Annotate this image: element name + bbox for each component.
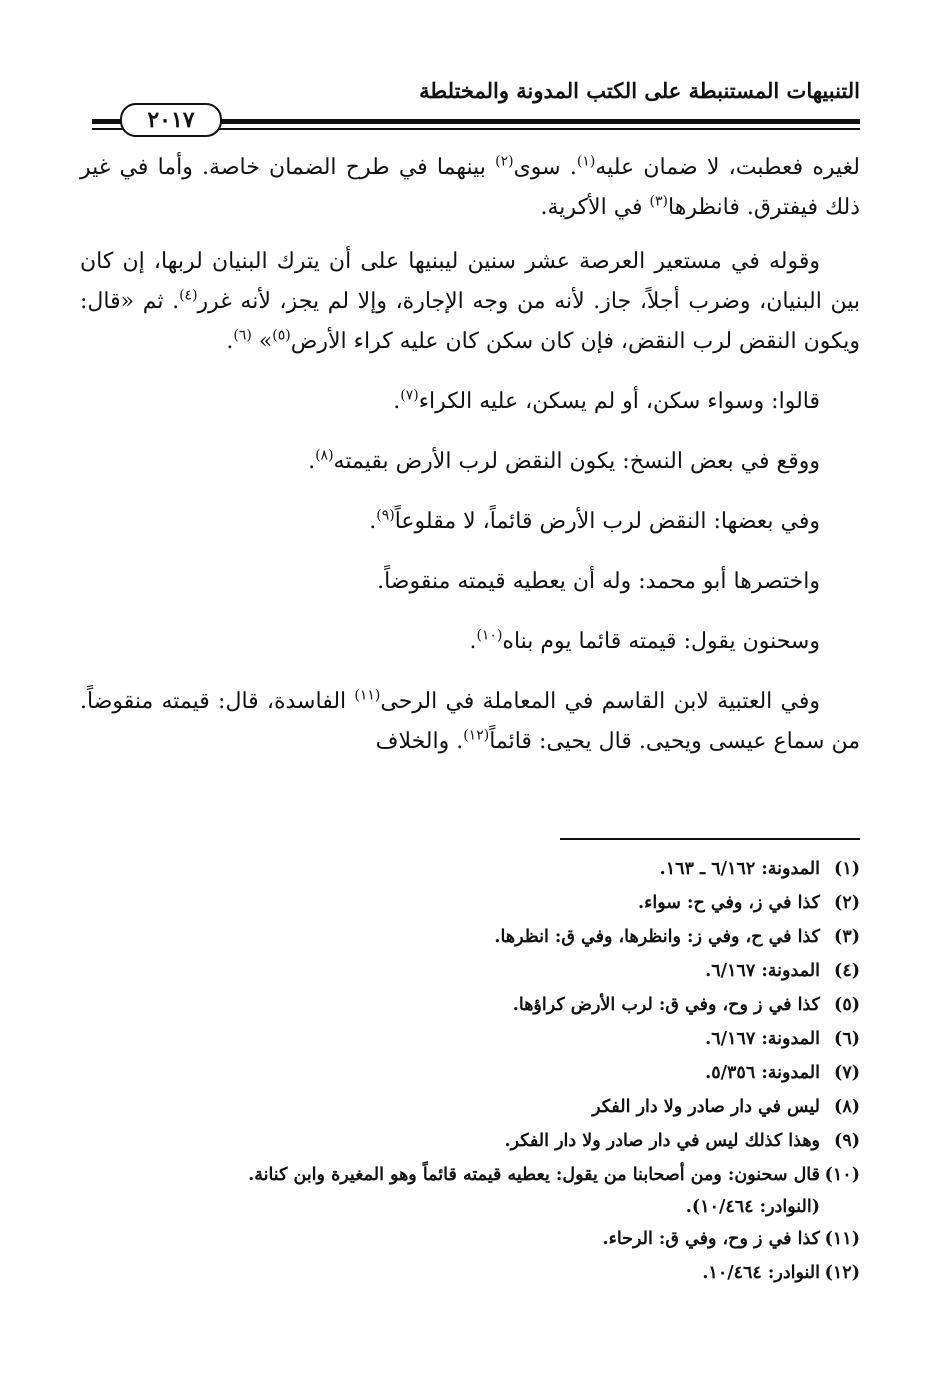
footnote [80, 1256, 860, 1290]
footnote-text: وهذا كذلك ليس في دار صادر ولا دار الفكر. [504, 1131, 820, 1151]
footnote [80, 1222, 860, 1256]
page-number: ٢٠١٧ [120, 103, 222, 137]
footnote-number: (١٢) [824, 1263, 860, 1283]
footnotes [80, 852, 860, 1290]
paragraph-8 [80, 682, 860, 762]
footnote-text-continuation: (النوادر: ١٠/٤٦٤). [685, 1197, 820, 1217]
footnote [80, 920, 860, 954]
paragraph-1 [80, 148, 860, 228]
footnote-ref-11: (١١) [354, 687, 381, 704]
footnote [80, 1124, 860, 1158]
footnote-ref-2: (٢) [495, 153, 514, 170]
footnote-text: النوادر: ١٠/٤٦٤. [702, 1263, 820, 1283]
footnote-ref-7: (٧) [400, 387, 419, 404]
paragraph-3 [80, 382, 860, 422]
text-span: . [469, 629, 477, 654]
footnote-separator [560, 838, 860, 840]
paragraph-6 [80, 562, 860, 602]
text-span: لغيره فعطبت، لا ضمان عليه [595, 155, 860, 180]
footnote-text: المدونة: ٦/١٦٧. [705, 1029, 820, 1049]
text-span: في الأكرية. [540, 195, 650, 220]
footnote [80, 852, 860, 886]
text-span: وقوله في مستعير العرصة عشر سنين ليبنيها على أن يترك البنيان لربها، إن كان بين البنيان، وضرب أجلاً، جاز. لأنه من وجه الإجارة، وإلا لم يجز، لأنه غرر [80, 249, 860, 314]
text-span: . سوى [513, 155, 577, 180]
text-span: قالوا: وسواء سكن، أو لم يسكن، عليه الكراء [418, 389, 820, 414]
footnote-ref-3: (٣) [649, 193, 669, 210]
footnote-text: كذا في ز وح، وفي ق: الرحاء. [602, 1229, 820, 1249]
text-span: الفاسدة، قال: قيمته منقوضاً. من سماع عيسى ويحيى. قال يحيى: قائماً [80, 689, 860, 754]
text-span: . ثم «قال: ويكون النقض لرب النقض، فإن كان سكن كان عليه كراء الأرض [80, 289, 860, 354]
footnote-number: (٦) [834, 1029, 860, 1049]
text-span: وسحنون يقول: قيمته قائما يوم بناه [502, 629, 820, 654]
footnote-number: (٧) [834, 1063, 860, 1083]
footnote-number: (٢) [834, 893, 860, 913]
footnote-number: (٣) [834, 927, 860, 947]
text-span: . والخلاف [375, 729, 464, 754]
footnote-text-line: قال سحنون: ومن أصحابنا من يقول: يعطيه قيمته قائماً وهو المغيرة وابن كنانة. [248, 1165, 820, 1185]
text-span: . [226, 329, 234, 354]
footnote-ref-10: (١٠) [476, 627, 503, 644]
footnote-number: (٨) [834, 1097, 860, 1117]
main-text [80, 148, 860, 762]
text-span: . [308, 449, 316, 474]
paragraph-7 [80, 622, 860, 662]
text-span: » [251, 329, 273, 354]
paragraph-2 [80, 242, 860, 362]
footnote-text: كذا في ح، وفي ز: وانظرها، وفي ق: انظرها. [494, 927, 820, 947]
footnote-number: (٤) [834, 961, 860, 981]
text-span: . [369, 509, 377, 534]
footnote-number: (٩) [834, 1131, 860, 1151]
footnote [80, 1022, 860, 1056]
footnote [80, 1158, 860, 1222]
text-span: وفي بعضها: النقض لرب الأرض قائماً، لا مقلوعاً [394, 509, 820, 534]
text-span: واختصرها أبو محمد: وله أن يعطيه قيمته منقوضاً. [377, 569, 820, 594]
footnote-ref-5: (٥) [272, 327, 291, 344]
footnote-number: (١١) [824, 1229, 860, 1249]
footnote-ref-1: (١) [576, 153, 596, 170]
footnote-number: (١) [834, 859, 860, 879]
footnote-ref-8: (٨) [315, 447, 334, 464]
footnote [80, 954, 860, 988]
footnote [80, 1056, 860, 1090]
footnote-text: كذا في ز، وفي ح: سواء. [638, 893, 820, 913]
footnote [80, 988, 860, 1022]
running-title: التنبيهات المستنبطة على الكتب المدونة والمختلطة [419, 78, 860, 103]
footnote-text: كذا في ز وح، وفي ق: لرب الأرض كراؤها. [512, 995, 820, 1015]
footnote-text: المدونة: ٦/١٦٢ ـ ١٦٣. [659, 859, 820, 879]
footnote-ref-6: (٦) [233, 327, 252, 344]
footnote-text: المدونة: ٥/٣٥٦. [705, 1063, 820, 1083]
footnote-text [80, 1158, 820, 1222]
footnote-ref-12: (١٢) [463, 727, 490, 744]
text-span: ووقع في بعض النسخ: يكون النقض لرب الأرض بقيمته [333, 449, 820, 474]
footnote-ref-4: (٤) [179, 287, 198, 304]
paragraph-5 [80, 502, 860, 542]
footnote-number: (١٠) [824, 1165, 860, 1185]
footnote-number: (٥) [834, 995, 860, 1015]
text-span: بينهما في طرح الضمان خاصة. وأما في غير ذلك فيفترق. فانظرها [80, 155, 860, 220]
footnote-ref-9: (٩) [376, 507, 395, 524]
text-span: وفي العتبية لابن القاسم في المعاملة في الرحى [380, 689, 820, 714]
text-span: . [393, 389, 401, 414]
footnote [80, 1090, 860, 1124]
footnote [80, 886, 860, 920]
footnote-text: ليس في دار صادر ولا دار الفكر [592, 1097, 820, 1117]
paragraph-4 [80, 442, 860, 482]
footnote-text: المدونة: ٦/١٦٧. [705, 961, 820, 981]
